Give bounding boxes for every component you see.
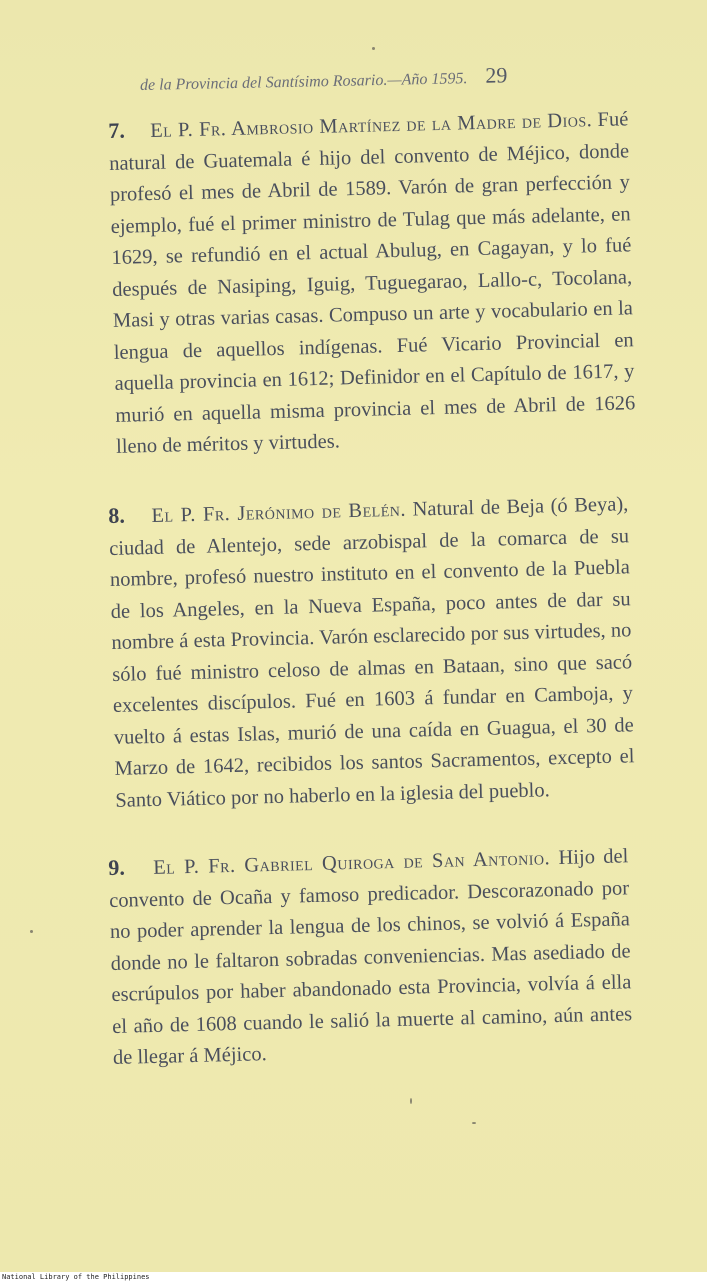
entry-name: El P. Fr. Gabriel Quiroga de San Antonio. bbox=[152, 847, 551, 879]
entry-text: Natural de Beja (ó Beya), ciudad de Alentejo, sede arzobispal de la comarca de su nombre, profesó nuestro instituto en el convento de la Puebla de los Angeles, en la Nueva España, poco antes de dar su nombre á esta Provincia. Varón esclarecido por sus virtudes, no sólo fué ministro celoso de almas en Bataan, sino que sacó excelentes discípulos. Fué en 1603 á fundar en Camboja, y vuelto á estas Islas, murió de una caída en Guagua, el 30 de Marzo de 1642, recibidos los santos Sacramentos, excepto el Santo Viático por no haberlo en la iglesia del pueblo. bbox=[108, 493, 635, 812]
entry-number: 7. bbox=[108, 117, 126, 143]
running-head-title: de la Provincia del Santísimo Rosario.—Año 1595. bbox=[139, 70, 468, 94]
entry-name: El P. Fr. Jerónimo de Belén. bbox=[151, 498, 407, 527]
paper-speck bbox=[30, 930, 33, 933]
entry-text: Fué natural de Guatemala é hijo del convento de Méjico, donde profesó el mes de Abril de 1589. Varón de gran perfección y ejemplo, fué el primer ministro de Tulag que más adelante, en 1629, se refundió en el actual Abulug, en Cagayan, y lo fué después de Nasiping, Iguig, Tuguegarao, Lallo-c, Tocolana, Masi y otras varias casas. Compuso un arte y vocabulario en la lengua de aquellos indígenas. Fué Vicario Provincial en aquella provincia en 1612; Definidor en el Capítulo de 1617, y murió en aquella misma provincia el mes de Abril de 1626 lleno de méritos y virtudes. bbox=[108, 108, 636, 458]
entry-text: Hijo del convento de Ocaña y famoso predicador. Descorazonado por no poder aprender la lengua de los chinos, se volvió á España donde no le faltaron sobradas conveniencias. Mas asediado de escrúpulos por haber abandonado esta Provincia, volvía á ella el año de 1608 cuando le salió la muerte al camino, aún antes de llegar á Méjico. bbox=[108, 845, 633, 1069]
biography-entry bbox=[108, 487, 636, 817]
paper-speck bbox=[410, 1098, 412, 1104]
running-head bbox=[140, 61, 590, 96]
footer-credit: National Library of the Philippines bbox=[0, 1272, 707, 1283]
biography-entry bbox=[108, 102, 636, 463]
biography-entry bbox=[108, 839, 633, 1074]
entry-number: 9. bbox=[108, 854, 126, 880]
page-number: 29 bbox=[485, 62, 508, 88]
paper-speck bbox=[472, 1122, 476, 1124]
paper-speck bbox=[372, 47, 375, 50]
entry-number: 8. bbox=[108, 502, 126, 528]
entry-name: El P. Fr. Ambrosio Martínez de la Madre de Dios. bbox=[149, 109, 593, 142]
